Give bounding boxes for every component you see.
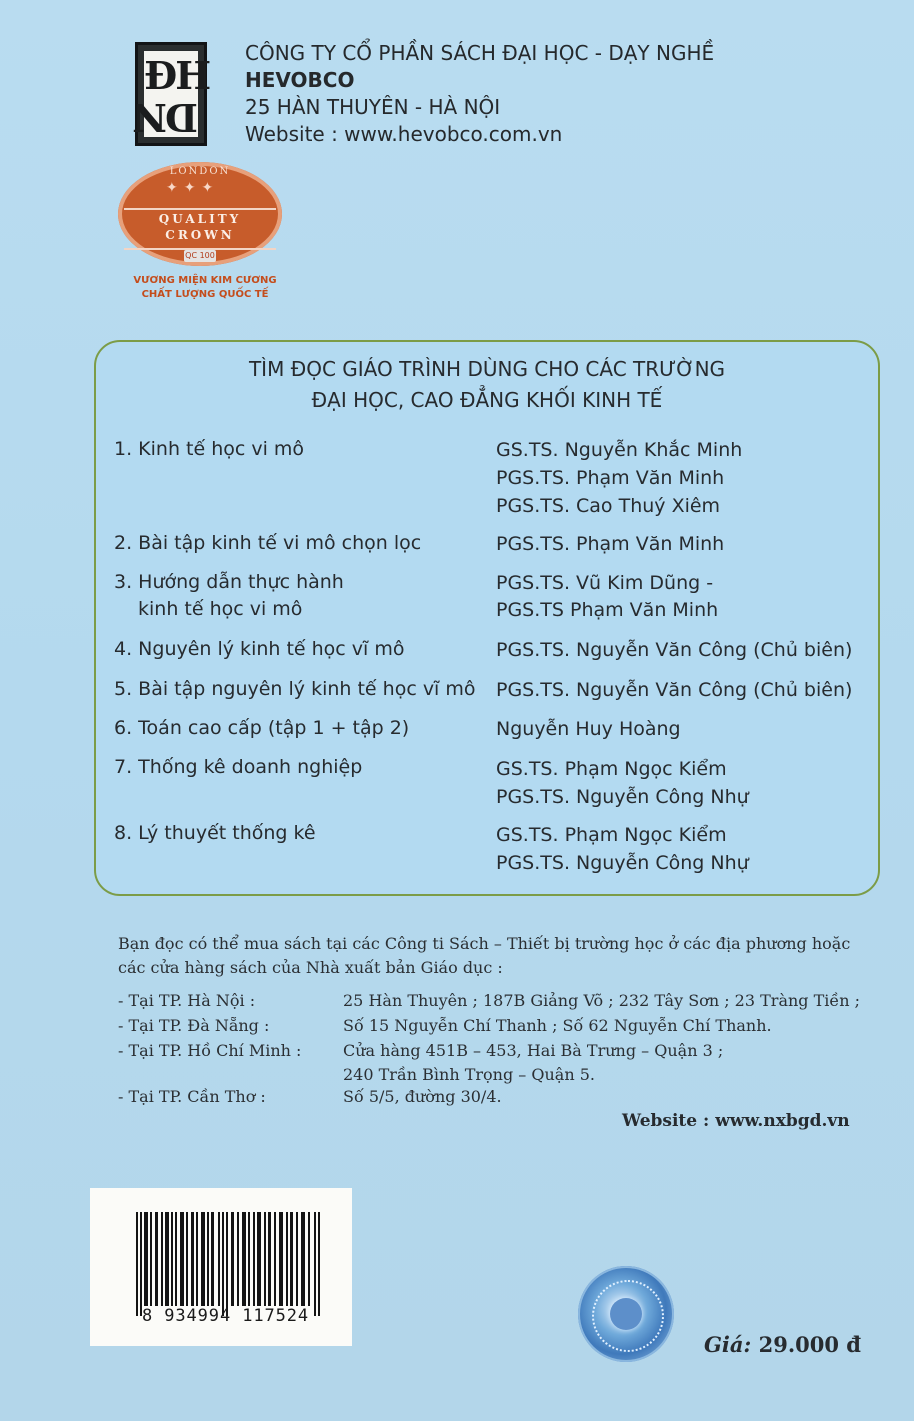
badge-caption-2: CHẤT LƯỢNG QUỐC TẾ [141, 289, 269, 300]
book-author: PGS.TS. Vũ Kim Dũng - [496, 572, 714, 594]
book-author: PGS.TS. Phạm Văn Minh [496, 533, 725, 555]
badge-top-text: LONDON [169, 166, 231, 177]
badge-crown: CROWN [165, 228, 235, 242]
book-author: PGS.TS. Phạm Văn Minh [496, 467, 725, 489]
badge-caption [130, 274, 280, 302]
publisher-company: CÔNG TY CỔ PHẦN SÁCH ĐẠI HỌC - DẠY NGHỀ [245, 41, 715, 65]
badge-caption-1: VƯƠNG MIỆN KIM CƯƠNG [133, 275, 277, 286]
book-title: 2. Bài tập kinh tế vi mô chọn lọc [114, 532, 422, 554]
book-author: PGS.TS. Nguyễn Văn Công (Chủ biên) [496, 639, 853, 661]
publisher-website: Website : www.hevobco.com.vn [245, 122, 563, 146]
publisher-brand: HEVOBCO [245, 68, 355, 92]
book-title: 7. Thống kê doanh nghiệp [114, 756, 363, 778]
book-title: 8. Lý thuyết thống kê [114, 822, 316, 844]
intro-line2: các cửa hàng sách của Nhà xuất bản Giáo dục : [118, 958, 503, 977]
book-title: 5. Bài tập nguyên lý kinh tế học vĩ mô [114, 678, 476, 700]
panel-title-line1: TÌM ĐỌC GIÁO TRÌNH DÙNG CHO CÁC TRƯỜNG [248, 357, 726, 381]
location-city: - Tại TP. Hà Nội : [118, 991, 256, 1010]
bulb-icon: ✦✦✦ [166, 180, 220, 196]
location-address: Số 5/5, đường 30/4. [343, 1087, 502, 1106]
book-title: 6. Toán cao cấp (tập 1 + tập 2) [114, 717, 410, 739]
location-city: - Tại TP. Hồ Chí Minh : [118, 1041, 302, 1060]
quality-crown-badge [118, 162, 282, 274]
location-address: 25 Hàn Thuyên ; 187B Giảng Võ ; 232 Tây Sơn ; 23 Tràng Tiền ; [343, 991, 861, 1010]
badge-quality: QUALITY [158, 212, 242, 226]
location-city: - Tại TP. Cần Thơ : [118, 1087, 266, 1106]
location-address: Số 15 Nguyễn Chí Thanh ; Số 62 Nguyễn Chí Thanh. [343, 1016, 772, 1035]
book-title-cont: kinh tế học vi mô [138, 598, 303, 620]
nxbgd-website: Website : www.nxbgd.vn [622, 1111, 850, 1131]
publisher-logo [134, 42, 210, 146]
book-author: GS.TS. Nguyễn Khắc Minh [496, 439, 743, 461]
hologram-seal-icon [578, 1266, 674, 1362]
logo-bottom-letters: DN [134, 95, 198, 140]
price [704, 1332, 861, 1357]
book-author: GS.TS. Phạm Ngọc Kiểm [496, 824, 727, 846]
book-title: 1. Kinh tế học vi mô [114, 438, 305, 460]
book-title: 3. Hướng dẫn thực hành [114, 571, 344, 593]
panel-title [96, 354, 878, 416]
intro-line1: Bạn đọc có thể mua sách tại các Công ti Sách – Thiết bị trường học ở các địa phương hoặc [118, 934, 851, 953]
book-author: PGS.TS. Nguyễn Công Nhự [496, 852, 749, 874]
logo-top-letters: ĐH [144, 53, 210, 98]
price-value: 29.000 đ [758, 1332, 861, 1357]
book-author: GS.TS. Phạm Ngọc Kiểm [496, 758, 727, 780]
book-list-panel [94, 340, 880, 896]
book-author: PGS.TS. Cao Thuý Xiêm [496, 495, 721, 517]
book-author: PGS.TS. Nguyễn Công Nhự [496, 786, 749, 808]
barcode-area [90, 1188, 352, 1346]
book-title: 4. Nguyên lý kinh tế học vĩ mô [114, 638, 405, 660]
barcode-digits: 8 934994 117524 [142, 1306, 310, 1326]
badge-code: QC 100 [185, 251, 215, 260]
location-address: 240 Trần Bình Trọng – Quận 5. [343, 1065, 595, 1084]
location-city: - Tại TP. Đà Nẵng : [118, 1016, 270, 1035]
book-author: Nguyễn Huy Hoàng [496, 718, 681, 740]
book-author: PGS.TS. Nguyễn Văn Công (Chủ biên) [496, 679, 853, 701]
distribution-intro [118, 932, 878, 980]
barcode-icon [136, 1212, 322, 1316]
publisher-info [245, 40, 714, 148]
panel-title-line2: ĐẠI HỌC, CAO ĐẲNG KHỐI KINH TẾ [311, 388, 663, 412]
publisher-address: 25 HÀN THUYÊN - HÀ NỘI [245, 95, 501, 119]
location-address: Cửa hàng 451B – 453, Hai Bà Trưng – Quận 3 ; [343, 1041, 724, 1060]
price-label: Giá: [704, 1332, 752, 1357]
book-author: PGS.TS Phạm Văn Minh [496, 599, 719, 621]
hologram-core [610, 1298, 642, 1330]
